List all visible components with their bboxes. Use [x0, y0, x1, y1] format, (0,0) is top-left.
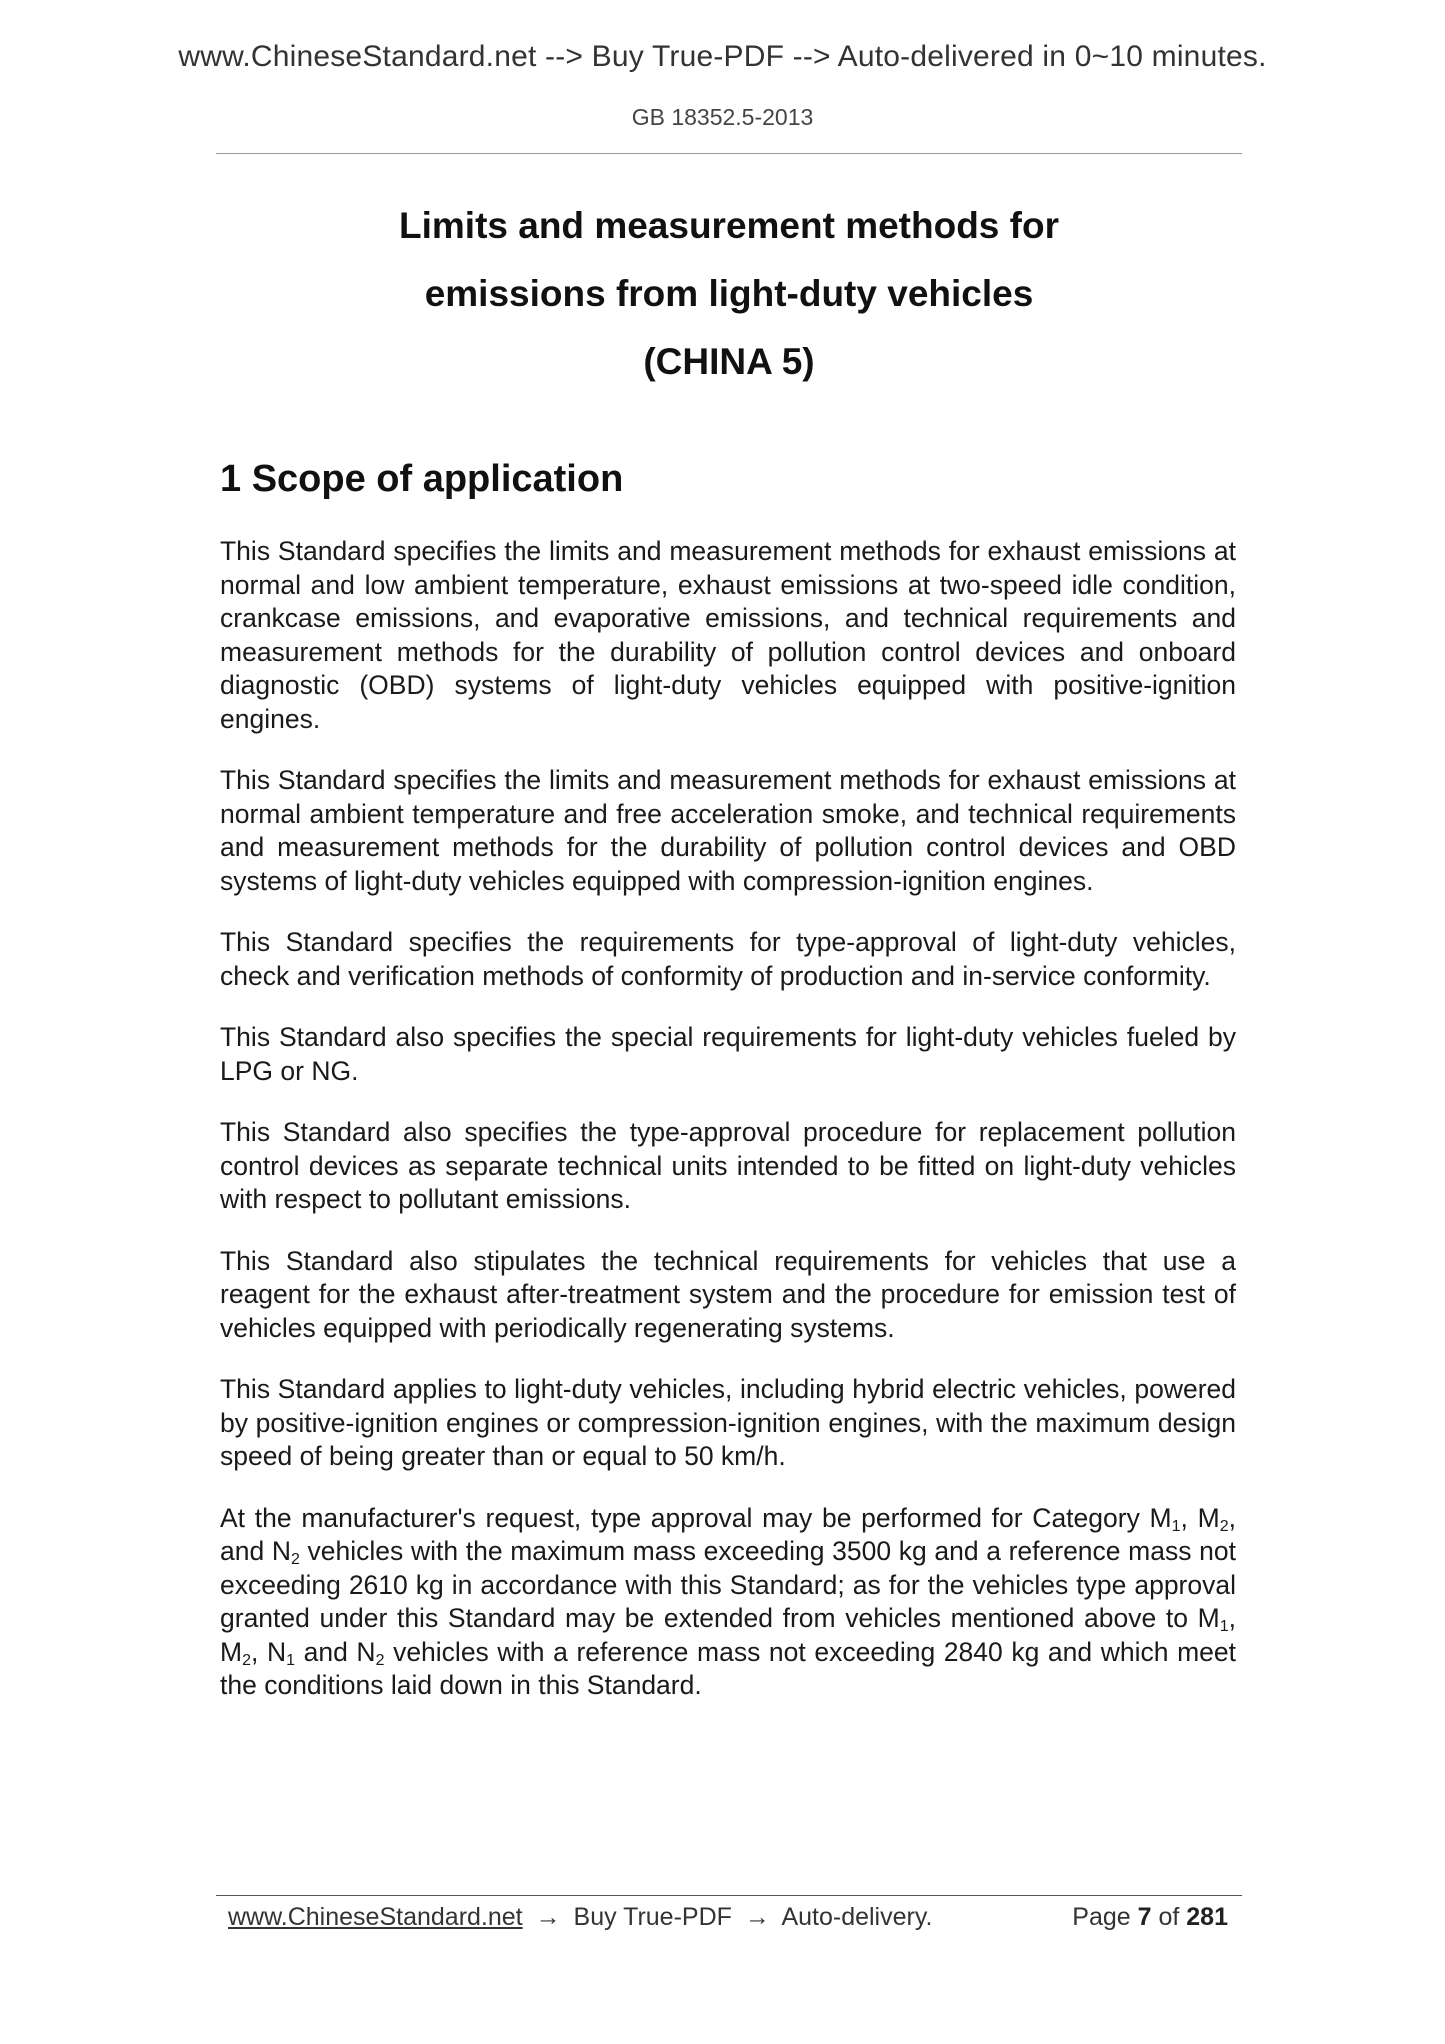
p8-subscript-3: 2: [291, 1551, 300, 1568]
p8-text-8: vehicles with a reference mass not exceeding 2840 kg and which meet the conditions laid down in this Standard.: [220, 1636, 1236, 1700]
p8-text-7: and N: [295, 1636, 376, 1667]
p8-text-6: , N: [250, 1636, 287, 1667]
section-body: [220, 535, 1236, 1731]
page-indicator: [1072, 1903, 1228, 1932]
p8-text-5: , M: [220, 1603, 1236, 1667]
paragraph-3: This Standard specifies the requirements for type-approval of light-duty vehicles, check and verification methods of conformity of production and in-service conformity.: [220, 927, 1236, 991]
paragraph-2: This Standard specifies the limits and measurement methods for exhaust emissions at normal ambient temperature and free acceleration smoke, and technical requirements and measurement methods for the durability of pollution control devices and OBD systems of light-duty vehicles equipped with compression-ignition engines.: [220, 765, 1236, 896]
paragraph-1: This Standard specifies the limits and measurement methods for exhaust emissions at normal and low ambient temperature, exhaust emissions at two-speed idle condition, crankcase emissions, and evaporative emissions, and technical requirements and measurement methods for the durability of pollution control devices and onboard diagnostic (OBD) systems of light-duty vehicles equipped with positive-ignition engines.: [220, 536, 1236, 734]
title-line-3: (CHINA 5): [643, 341, 815, 382]
total-pages: 281: [1186, 1903, 1228, 1931]
p8-text-3: , and N: [220, 1502, 1236, 1566]
page-number: 7: [1137, 1903, 1152, 1931]
paragraph-6: This Standard also stipulates the technical requirements for vehicles that use a reagent for the exhaust after-treatment system and the procedure for emission test of vehicles equipped with periodically regenerating systems.: [220, 1245, 1236, 1343]
p8-subscript-7: 2: [375, 1651, 385, 1669]
p8-subscript-4: 1: [1219, 1618, 1229, 1635]
footer-divider: [216, 1895, 1242, 1896]
top-banner[interactable]: www.ChineseStandard.net --> Buy True-PDF --> Auto-delivered in 0~10 minutes.: [178, 40, 1267, 73]
paragraph-5: This Standard also specifies the type-approval procedure for replacement pollution control devices as separate technical units intended to be fitted on light-duty vehicles with respect to pollutant emissions.: [220, 1117, 1236, 1214]
paragraph-4: This Standard also specifies the special requirements for light-duty vehicles fueled by LPG or NG.: [220, 1022, 1236, 1086]
title-line-1: Limits and measurement methods for: [399, 205, 1059, 246]
page-label: Page: [1072, 1903, 1131, 1931]
arrow-right-icon: →: [535, 1903, 561, 1931]
document-title: [216, 192, 1242, 396]
page-footer: [228, 1903, 1228, 1932]
title-line-2: emissions from light-duty vehicles: [424, 273, 1034, 314]
of-label: of: [1158, 1903, 1180, 1931]
p8-text-2: , M: [1180, 1502, 1220, 1533]
p8-text-4: vehicles with the maximum mass exceeding 3500 kg and a reference mass not exceeding 2610 kg in accordance with this Standard; as for the vehicles type approval granted under this Standard may be extended from vehicles mentioned above to M: [220, 1536, 1236, 1633]
paragraph-7: This Standard applies to light-duty vehicles, including hybrid electric vehicles, powered by positive-ignition engines or compression-ignition engines, with the maximum design speed of being greater than or equal to 50 km/h.: [220, 1374, 1236, 1471]
p8-text-1: At the manufacturer's request, type approval may be performed for Category M: [220, 1502, 1172, 1533]
arrow-right-icon: →: [744, 1903, 770, 1931]
footer-site-link[interactable]: www.ChineseStandard.net: [228, 1903, 523, 1931]
p8-subscript-2: 2: [1219, 1517, 1229, 1535]
document-code: GB 18352.5-2013: [631, 104, 814, 130]
footer-buy-text: Buy True-PDF: [573, 1903, 732, 1931]
footer-delivery-text: Auto-delivery.: [781, 1903, 933, 1931]
section-heading: 1 Scope of application: [220, 458, 624, 500]
p8-subscript-5: 2: [242, 1651, 251, 1669]
header-divider: [216, 153, 1242, 154]
p8-subscript-6: 1: [286, 1651, 295, 1669]
paragraph-8: [220, 1502, 1236, 1703]
p8-subscript-1: 1: [1171, 1517, 1181, 1535]
